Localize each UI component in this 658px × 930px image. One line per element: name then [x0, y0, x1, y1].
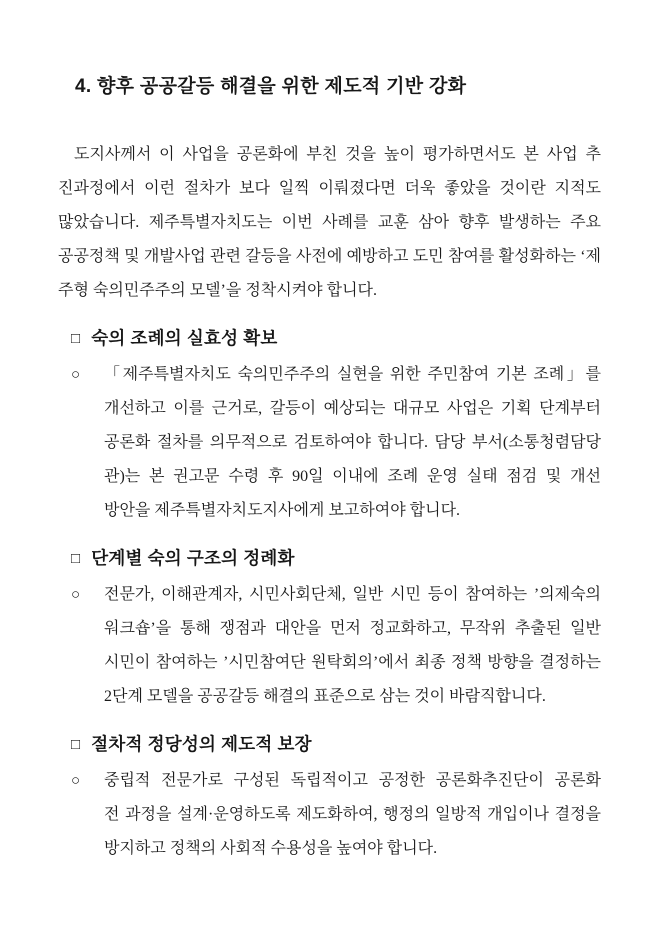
- subsection-heading: [71, 726, 601, 764]
- bullet-text: [104, 358, 601, 528]
- circle-bullet-icon: ○: [71, 367, 81, 383]
- subsection-heading: [71, 320, 601, 358]
- subsection-procedural-legitimacy: [58, 726, 601, 866]
- page-title: 4. 향후 공공갈등 해결을 위한 제도적 기반 강화: [75, 76, 467, 97]
- bullet-line: 「제주특별자치도 숙의민주주의 실현을 위한 주민참여 기본 조례」를: [104, 366, 601, 383]
- document-content: [58, 138, 601, 866]
- circle-bullet-icon: ○: [71, 773, 81, 789]
- bullet-line: 2단계 모델을 공공갈등 해결의 표준으로 삼는 것이 바람직합니다.: [104, 688, 546, 705]
- bullet-line: 방안을 제주특별자치도지사에게 보고하여야 합니다.: [104, 502, 461, 519]
- subsection-staged-deliberation: [58, 540, 601, 714]
- subsection-deliberation-ordinance: [58, 320, 601, 528]
- subsection-heading-text: 절차적 정당성의 제도적 보장: [91, 734, 312, 754]
- circle-bullet-icon: ○: [71, 587, 81, 603]
- bullet-line: 전 과정을 설계·운영하도록 제도화하여, 행정의 일방적 개입이나 결정을: [104, 806, 601, 823]
- subsection-heading-text: 단계별 숙의 구조의 정례화: [91, 548, 295, 568]
- paragraph-line: 도지사께서 이 사업을 공론화에 부친 것을 높이 평가하면서도 본 사업 추: [74, 146, 601, 163]
- bullet-item: [71, 578, 601, 714]
- square-bullet-icon: □: [71, 550, 81, 567]
- bullet-line: 시민이 참여하는 ’시민참여단 원탁회의’에서 최종 정책 방향을 결정하는: [104, 654, 601, 671]
- bullet-line: 방지하고 정책의 사회적 수용성을 높여야 합니다.: [104, 840, 438, 857]
- square-bullet-icon: □: [71, 736, 81, 753]
- bullet-line: 중립적 전문가로 구성된 독립적이고 공정한 공론화추진단이 공론화: [104, 772, 601, 789]
- paragraph-line: 공공정책 및 개발사업 관련 갈등을 사전에 예방하고 도민 참여를 활성화하는 ‘제: [58, 248, 601, 265]
- bullet-line: 전문가, 이해관계자, 시민사회단체, 일반 시민 등이 참여하는 ’의제숙의: [104, 586, 601, 603]
- bullet-line: 워크숍’을 통해 쟁점과 대안을 먼저 정교화하고, 무작위 추출된 일반: [104, 620, 601, 637]
- bullet-text: [104, 764, 601, 866]
- subsection-heading-text: 숙의 조례의 실효성 확보: [91, 328, 278, 348]
- intro-paragraph: [58, 138, 601, 308]
- paragraph-line: 진과정에서 이런 절차가 보다 일찍 이뤄졌다면 더욱 좋았을 것이란 지적도: [58, 180, 601, 197]
- square-bullet-icon: □: [71, 330, 81, 347]
- subsection-heading: [71, 540, 601, 578]
- paragraph-line: 많았습니다. 제주특별자치도는 이번 사례를 교훈 삼아 향후 발생하는 주요: [58, 214, 601, 231]
- bullet-item: [71, 358, 601, 528]
- bullet-item: [71, 764, 601, 866]
- bullet-text: [104, 578, 601, 714]
- paragraph-line: 주형 숙의민주주의 모델’을 정착시켜야 합니다.: [58, 282, 377, 299]
- bullet-line: 공론화 절차를 의무적으로 검토하여야 합니다. 담당 부서(소통청렴담당: [104, 434, 601, 451]
- bullet-line: 관)는 본 권고문 수령 후 90일 이내에 조례 운영 실태 점검 및 개선: [104, 468, 601, 485]
- bullet-line: 개선하고 이를 근거로, 갈등이 예상되는 대규모 사업은 기획 단계부터: [104, 400, 601, 417]
